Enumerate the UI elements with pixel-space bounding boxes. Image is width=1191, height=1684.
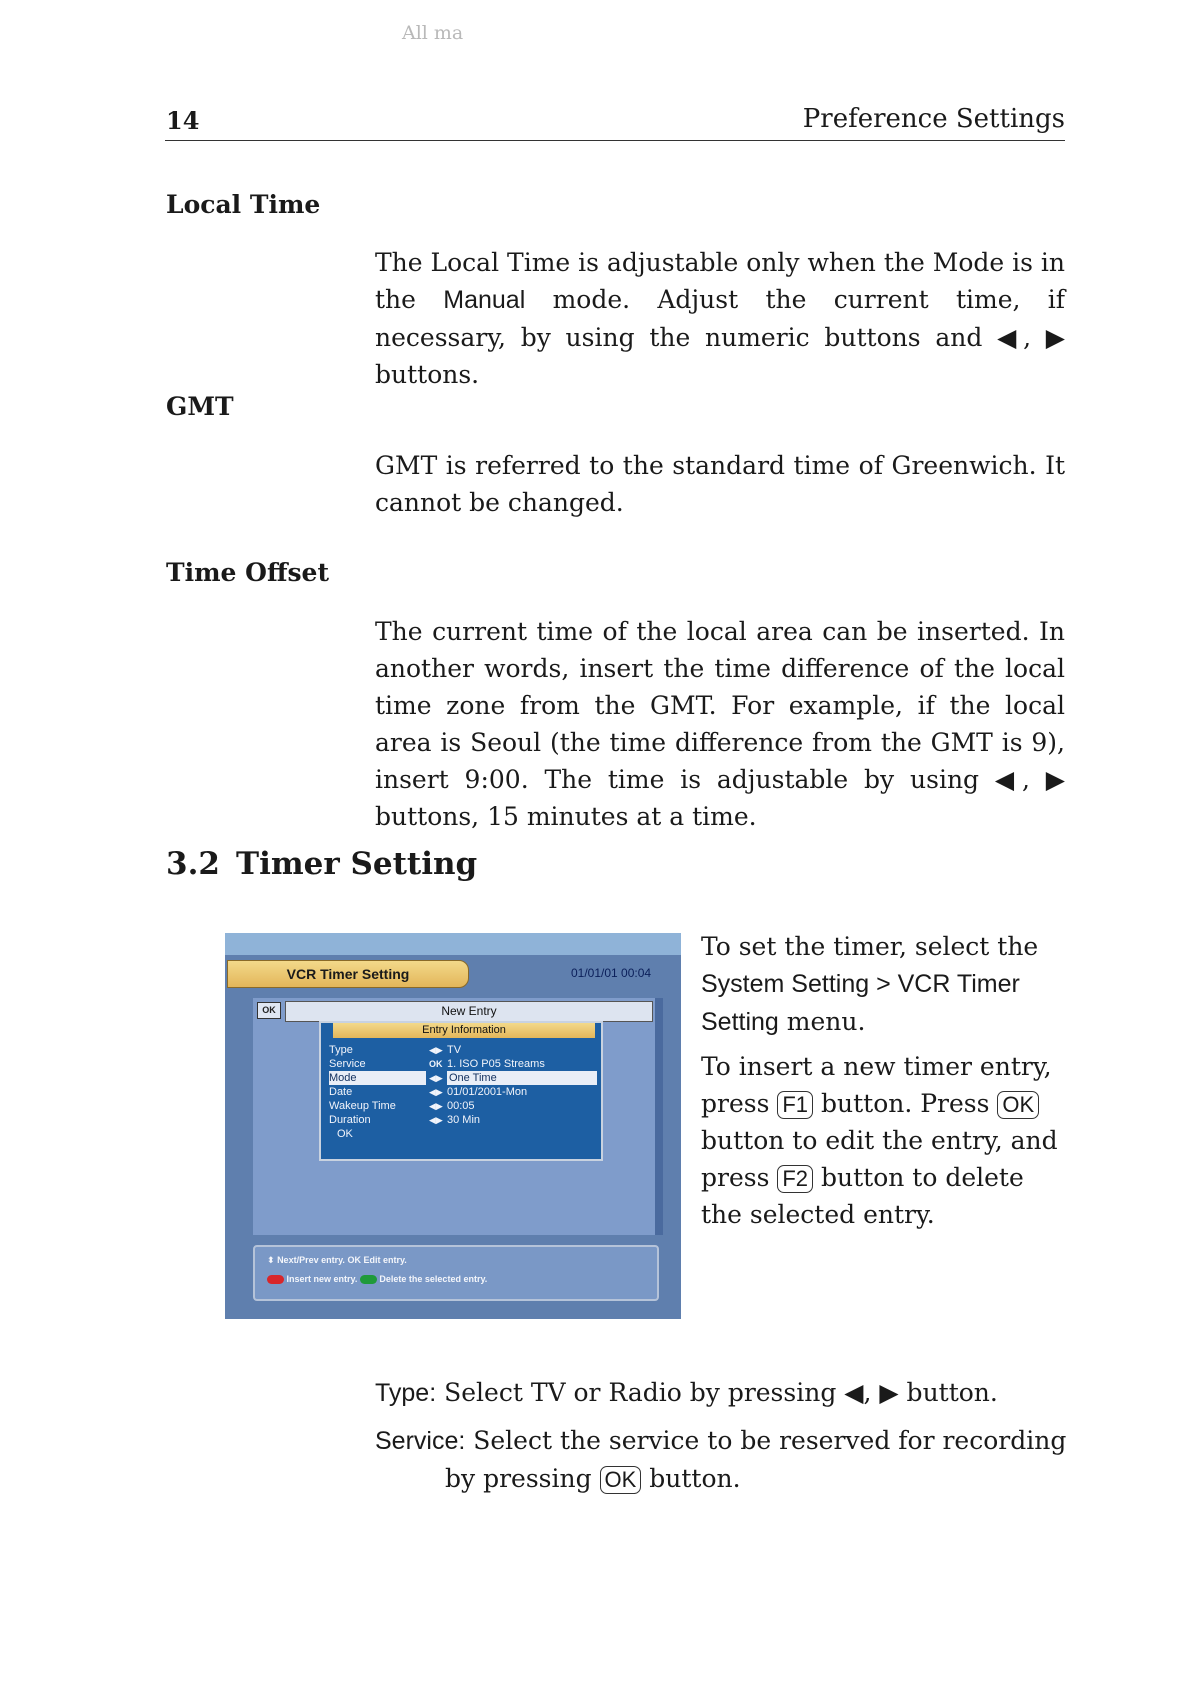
ok-icon: OK (429, 1059, 443, 1069)
osd-datetime: 01/01/01 00:04 (571, 966, 652, 980)
section-title-local-time: Local Time (166, 190, 321, 219)
osd-label-mode: Mode (329, 1071, 426, 1085)
osd-screenshot (225, 933, 681, 1319)
timer-menu-path: System Setting > VCR Timer Setting (701, 970, 1020, 1036)
osd-help-edit: Edit entry. (363, 1255, 407, 1265)
red-button-icon (267, 1275, 284, 1284)
osd-label-type: Type (329, 1044, 353, 1056)
section-title-gmt: GMT (166, 392, 234, 421)
osd-value-service: 1. ISO P05 Streams (447, 1058, 545, 1070)
left-right-arrow-icon: ◀▶ (429, 1087, 443, 1097)
section-title-time-offset: Time Offset (166, 558, 329, 587)
up-down-arrow-icon: ⬍ (267, 1255, 275, 1265)
item-service-body-b: button. (641, 1464, 741, 1493)
item-type-label: Type: (375, 1379, 437, 1407)
osd-value-mode: One Time (447, 1071, 597, 1085)
osd-value-duration: 30 Min (447, 1114, 481, 1126)
manual-mode-label: Manual (443, 286, 526, 314)
ok-icon: OK (347, 1255, 361, 1265)
green-button-icon (360, 1275, 377, 1284)
left-right-arrow-icon: ◀▶ (429, 1101, 443, 1111)
osd-label-date: Date (329, 1086, 353, 1098)
watermark: All ma (402, 22, 464, 44)
osd-value-wakeup-time: 00:05 (447, 1100, 475, 1112)
osd-help-bar (253, 1245, 659, 1301)
osd-help-line-2 (267, 1274, 487, 1284)
timer-insert-text-c: button to edit the entry, and press (701, 1126, 1058, 1192)
osd-main-shadow (655, 998, 663, 1235)
item-type (375, 1374, 1095, 1412)
left-right-arrow-icon: ◀▶ (429, 1045, 443, 1055)
osd-help-line-1 (267, 1255, 407, 1266)
timer-intro-text-b: menu. (778, 1007, 866, 1036)
osd-value-type: TV (447, 1044, 462, 1056)
osd-help-insert: Insert new entry. (286, 1274, 358, 1284)
osd-entry-info-title: Entry Information (333, 1023, 595, 1038)
f2-key: F2 (777, 1165, 813, 1193)
page-number: 14 (166, 106, 200, 135)
osd-top-band (225, 933, 681, 955)
osd-new-entry-bar: New Entry (285, 1001, 653, 1022)
timer-insert-text-a: To insert a new timer entry, press (701, 1052, 1052, 1118)
timer-insert-text-b: button. Press (813, 1089, 998, 1118)
left-right-arrow-icon: ◀▶ (429, 1073, 443, 1083)
osd-label-duration: Duration (329, 1114, 371, 1126)
item-service-body-a: Select the service to be reserved for recording by pressing (445, 1426, 1067, 1493)
local-time-text-1: The Local Time is adjustable only when the Mode is in the (375, 248, 1065, 314)
local-time-text-2: mode. Adjust the current time, if necessary, by using the numeric buttons and ◀, ▶ buttons. (375, 285, 1065, 389)
timer-intro-paragraph (701, 928, 1061, 1041)
timer-insert-paragraph (701, 1048, 1061, 1233)
left-right-arrow-icon: ◀▶ (429, 1115, 443, 1125)
osd-help-delete: Delete the selected entry. (379, 1274, 488, 1284)
osd-value-date: 01/01/2001-Mon (447, 1086, 528, 1098)
ok-icon: OK (257, 1002, 281, 1019)
ok-key: OK (997, 1091, 1039, 1119)
item-service-label: Service: (375, 1427, 466, 1455)
local-time-paragraph (375, 244, 1065, 393)
running-title: Preference Settings (802, 104, 1065, 134)
time-offset-paragraph: The current time of the local area can be inserted. In another words, insert the time difference of the local time zone from the GMT. For example, if the local area is Seoul (the time difference from the GMT is 9), insert 9:00. The time is adjustable by using ◀, ▶ buttons, 15 minutes at a time. (375, 617, 1065, 831)
subsection-title: Timer Setting (236, 846, 478, 882)
subsection-number: 3.2 (166, 846, 220, 882)
header-rule (165, 140, 1065, 141)
timer-intro-text-a: To set the timer, select the (701, 932, 1039, 961)
osd-help-next-prev: Next/Prev entry. (277, 1255, 345, 1265)
osd-header: VCR Timer Setting (227, 960, 469, 988)
gmt-paragraph: GMT is referred to the standard time of Greenwich. It cannot be changed. (375, 451, 1065, 517)
osd-ok-row: OK (337, 1128, 353, 1140)
f1-key: F1 (777, 1091, 813, 1119)
timer-insert-text-d: button to delete the selected entry. (701, 1163, 1024, 1229)
ok-key: OK (600, 1466, 642, 1494)
item-service (375, 1422, 1083, 1497)
osd-label-wakeup-time: Wakeup Time (329, 1100, 396, 1112)
item-type-body: Select TV or Radio by pressing ◀, ▶ button. (444, 1378, 998, 1407)
osd-label-service: Service (329, 1058, 366, 1070)
